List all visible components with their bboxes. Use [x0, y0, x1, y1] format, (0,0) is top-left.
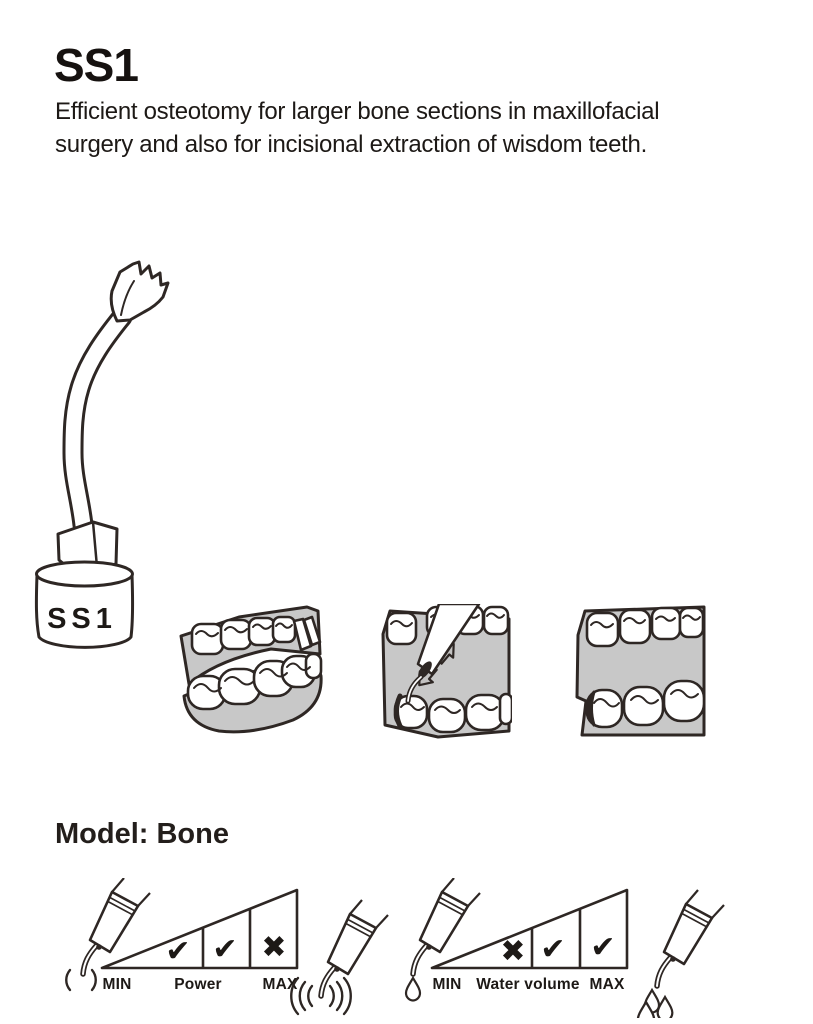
- tip-base-label: SS1: [47, 603, 117, 635]
- water-axis-label: Water volume: [476, 976, 580, 993]
- water-high-mark: ✔: [590, 930, 616, 965]
- handpiece-icon: [321, 900, 388, 996]
- water-min-label: MIN: [432, 976, 462, 993]
- page-description: [55, 95, 659, 161]
- tip-shank-highlight: [73, 317, 122, 525]
- description-line: surgery and also for incisional extraction of wisdom teeth.: [55, 131, 647, 158]
- power-high-mark: ✖: [261, 930, 287, 965]
- water-low-mark: ✖: [500, 934, 526, 969]
- water-volume-setting-diagram: [396, 878, 746, 1018]
- page-title: SS1: [54, 39, 138, 91]
- jaw-cutting-illustration: [380, 604, 512, 744]
- power-low-mark: ✔: [165, 934, 191, 969]
- water-mid-mark: ✔: [540, 932, 566, 967]
- power-axis-label: Power: [174, 976, 222, 993]
- tip-serrated-head-icon: [111, 262, 168, 321]
- description-line: Efficient osteotomy for larger bone sections in maxillofacial: [55, 98, 660, 125]
- tip-base-rim: [37, 562, 133, 586]
- water-drop-icon: [406, 978, 420, 1001]
- model-heading: Model: Bone: [55, 818, 229, 850]
- power-min-label: MIN: [102, 976, 132, 993]
- water-drops-icon: [638, 990, 672, 1018]
- tip-illustration: [20, 253, 180, 665]
- water-max-label: MAX: [589, 976, 625, 993]
- power-mid-mark: ✔: [212, 932, 238, 967]
- jaw-overview-illustration: [175, 604, 325, 744]
- power-max-label: MAX: [262, 976, 298, 993]
- power-setting-diagram: [58, 878, 398, 1018]
- handpiece-icon: [657, 890, 724, 986]
- jaw-result-illustration: [575, 604, 707, 744]
